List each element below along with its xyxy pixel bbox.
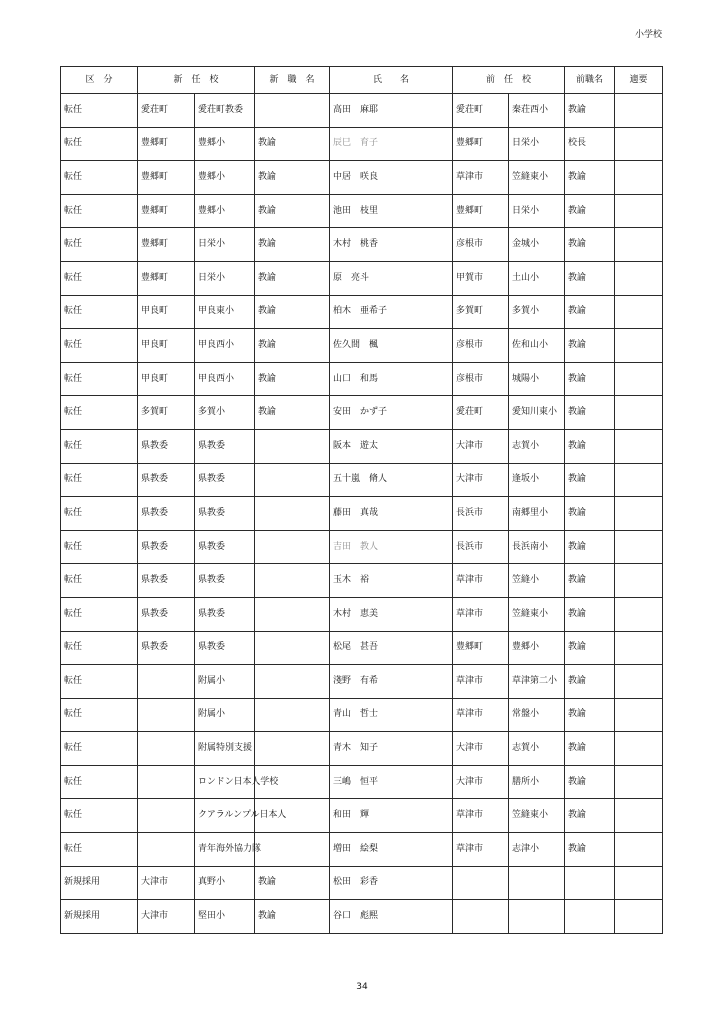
cell-new-area (138, 732, 195, 766)
cell-new-area (138, 698, 195, 732)
cell-prev-title: 教諭 (565, 564, 615, 598)
cell-kubun: 転任 (61, 497, 138, 531)
cell-kubun: 転任 (61, 463, 138, 497)
cell-new-title: 教諭 (255, 396, 330, 430)
table-row (61, 530, 663, 564)
cell-new-title: 教諭 (255, 261, 330, 295)
cell-prev-area: 彦根市 (453, 228, 509, 262)
header-prev-title: 前職名 (565, 67, 615, 94)
cell-kubun: 転任 (61, 564, 138, 598)
cell-kubun: 転任 (61, 530, 138, 564)
table-row (61, 127, 663, 161)
cell-new-school: 附属小 (195, 665, 255, 699)
cell-new-title (255, 530, 330, 564)
table-row (61, 228, 663, 262)
cell-new-area: 県教委 (138, 429, 195, 463)
cell-prev-school: 志賀小 (509, 429, 565, 463)
cell-prev-area: 長浜市 (453, 497, 509, 531)
cell-prev-title: 教諭 (565, 665, 615, 699)
cell-prev-area: 甲賀市 (453, 261, 509, 295)
cell-new-area: 大津市 (138, 866, 195, 900)
cell-prev-title (565, 900, 615, 934)
cell-prev-school: 金城小 (509, 228, 565, 262)
table-row (61, 94, 663, 128)
cell-kubun: 転任 (61, 799, 138, 833)
cell-note (615, 127, 663, 161)
cell-prev-school (509, 866, 565, 900)
cell-new-area: 豊郷町 (138, 127, 195, 161)
cell-new-title (255, 732, 330, 766)
cell-prev-area: 彦根市 (453, 329, 509, 363)
cell-prev-area: 彦根市 (453, 362, 509, 396)
cell-prev-area: 草津市 (453, 799, 509, 833)
cell-new-title: 教諭 (255, 866, 330, 900)
cell-new-title: 教諭 (255, 228, 330, 262)
cell-new-school: 県教委 (195, 530, 255, 564)
cell-kubun: 転任 (61, 127, 138, 161)
cell-name: 青木 知子 (330, 732, 453, 766)
cell-name: 木村 桃香 (330, 228, 453, 262)
cell-note (615, 261, 663, 295)
cell-prev-area: 豊郷町 (453, 127, 509, 161)
cell-prev-title: 教諭 (565, 463, 615, 497)
cell-prev-area: 大津市 (453, 429, 509, 463)
cell-new-area: 豊郷町 (138, 194, 195, 228)
cell-prev-area: 草津市 (453, 597, 509, 631)
cell-new-area (138, 799, 195, 833)
cell-note (615, 833, 663, 867)
cell-new-school: 多賀小 (195, 396, 255, 430)
cell-kubun: 転任 (61, 228, 138, 262)
cell-prev-title: 教諭 (565, 833, 615, 867)
header-note: 適要 (615, 67, 663, 94)
table-body (61, 94, 663, 934)
cell-prev-title: 教諭 (565, 429, 615, 463)
cell-new-area: 県教委 (138, 497, 195, 531)
cell-new-school: 豊郷小 (195, 161, 255, 195)
cell-prev-area: 長浜市 (453, 530, 509, 564)
cell-new-area: 県教委 (138, 564, 195, 598)
cell-new-school: ロンドン日本人学校 (195, 765, 255, 799)
table-row (61, 463, 663, 497)
cell-prev-school: 草津第二小 (509, 665, 565, 699)
table-row (61, 665, 663, 699)
cell-prev-school: 志津小 (509, 833, 565, 867)
cell-new-school: 県教委 (195, 429, 255, 463)
table-header (61, 67, 663, 94)
cell-new-area: 県教委 (138, 530, 195, 564)
cell-new-school: クアラルンプル日本人 (195, 799, 255, 833)
cell-new-title (255, 564, 330, 598)
cell-new-school: 青年海外協力隊 (195, 833, 255, 867)
cell-new-title (255, 665, 330, 699)
cell-name: 高田 麻耶 (330, 94, 453, 128)
cell-prev-title: 教諭 (565, 228, 615, 262)
table-row (61, 429, 663, 463)
cell-prev-school: 佐和山小 (509, 329, 565, 363)
header-prev-school: 前 任 校 (453, 67, 565, 94)
cell-prev-area: 草津市 (453, 833, 509, 867)
cell-prev-school: 笠縫東小 (509, 799, 565, 833)
table-row (61, 732, 663, 766)
cell-prev-area (453, 866, 509, 900)
cell-prev-school: 愛知川東小 (509, 396, 565, 430)
cell-prev-school: 土山小 (509, 261, 565, 295)
cell-new-title (255, 698, 330, 732)
cell-note (615, 396, 663, 430)
cell-name: 池田 枝里 (330, 194, 453, 228)
cell-new-title (255, 497, 330, 531)
cell-prev-title: 教諭 (565, 161, 615, 195)
cell-new-school: 甲良西小 (195, 362, 255, 396)
table-row (61, 900, 663, 934)
cell-new-area: 甲良町 (138, 329, 195, 363)
cell-prev-school: 日栄小 (509, 127, 565, 161)
cell-name: 柏木 亜希子 (330, 295, 453, 329)
cell-new-title: 教諭 (255, 329, 330, 363)
cell-note (615, 329, 663, 363)
cell-new-school: 県教委 (195, 631, 255, 665)
cell-note (615, 194, 663, 228)
cell-note (615, 799, 663, 833)
cell-prev-title: 教諭 (565, 631, 615, 665)
cell-new-school: 県教委 (195, 597, 255, 631)
cell-name: 松尾 甚吾 (330, 631, 453, 665)
cell-new-area: 県教委 (138, 463, 195, 497)
cell-prev-title: 校長 (565, 127, 615, 161)
cell-kubun: 転任 (61, 429, 138, 463)
cell-kubun: 転任 (61, 732, 138, 766)
cell-name: 淺野 有希 (330, 665, 453, 699)
cell-new-title: 教諭 (255, 900, 330, 934)
cell-prev-school: 長浜南小 (509, 530, 565, 564)
cell-note (615, 631, 663, 665)
cell-prev-school: 笠縫東小 (509, 597, 565, 631)
cell-name: 山口 和馬 (330, 362, 453, 396)
table-row (61, 329, 663, 363)
cell-note (615, 900, 663, 934)
cell-prev-area: 草津市 (453, 698, 509, 732)
cell-prev-title: 教諭 (565, 261, 615, 295)
cell-name: 増田 絵梨 (330, 833, 453, 867)
cell-prev-school: 秦荘西小 (509, 94, 565, 128)
cell-name: 三嶋 恒平 (330, 765, 453, 799)
cell-new-title: 教諭 (255, 194, 330, 228)
page-number: 34 (356, 982, 368, 992)
cell-new-school: 附属特別支援 (195, 732, 255, 766)
cell-prev-title: 教諭 (565, 530, 615, 564)
header-name: 氏 名 (330, 67, 453, 94)
cell-prev-title: 教諭 (565, 732, 615, 766)
cell-prev-title: 教諭 (565, 194, 615, 228)
cell-new-school: 県教委 (195, 564, 255, 598)
table-row (61, 631, 663, 665)
cell-prev-area: 大津市 (453, 463, 509, 497)
cell-prev-school: 笠縫小 (509, 564, 565, 598)
cell-prev-school: 日栄小 (509, 194, 565, 228)
cell-note (615, 362, 663, 396)
table-row (61, 866, 663, 900)
cell-prev-school: 豊郷小 (509, 631, 565, 665)
cell-prev-area: 草津市 (453, 564, 509, 598)
cell-prev-title: 教諭 (565, 295, 615, 329)
cell-name: 谷口 彪熙 (330, 900, 453, 934)
cell-note (615, 698, 663, 732)
cell-name: 玉木 裕 (330, 564, 453, 598)
cell-new-title (255, 631, 330, 665)
cell-new-area: 豊郷町 (138, 161, 195, 195)
cell-prev-area: 草津市 (453, 161, 509, 195)
cell-new-title: 教諭 (255, 161, 330, 195)
cell-prev-area (453, 900, 509, 934)
table-row (61, 194, 663, 228)
cell-name: 五十嵐 脩人 (330, 463, 453, 497)
cell-note (615, 463, 663, 497)
cell-prev-area: 草津市 (453, 665, 509, 699)
cell-name: 青山 哲士 (330, 698, 453, 732)
cell-new-area (138, 765, 195, 799)
cell-new-title (255, 463, 330, 497)
cell-new-area: 甲良町 (138, 362, 195, 396)
cell-name: 原 亮斗 (330, 261, 453, 295)
cell-prev-title: 教諭 (565, 94, 615, 128)
cell-new-school: 日栄小 (195, 261, 255, 295)
table-row (61, 833, 663, 867)
cell-prev-area: 愛荘町 (453, 396, 509, 430)
cell-note (615, 732, 663, 766)
cell-prev-title: 教諭 (565, 765, 615, 799)
cell-prev-title: 教諭 (565, 329, 615, 363)
cell-kubun: 転任 (61, 597, 138, 631)
table-row (61, 497, 663, 531)
cell-new-school: 附属小 (195, 698, 255, 732)
cell-name: 松田 彩香 (330, 866, 453, 900)
cell-prev-area: 豊郷町 (453, 194, 509, 228)
cell-new-school: 県教委 (195, 497, 255, 531)
table-row (61, 261, 663, 295)
personnel-table (60, 66, 663, 934)
cell-name: 木村 恵美 (330, 597, 453, 631)
header-row (61, 67, 663, 94)
cell-note (615, 295, 663, 329)
cell-new-area: 豊郷町 (138, 228, 195, 262)
cell-prev-school: 城陽小 (509, 362, 565, 396)
cell-new-area: 愛荘町 (138, 94, 195, 128)
cell-prev-school: 南郷里小 (509, 497, 565, 531)
cell-new-title: 教諭 (255, 295, 330, 329)
cell-new-school: 愛荘町教委 (195, 94, 255, 128)
table-row (61, 698, 663, 732)
cell-prev-title: 教諭 (565, 362, 615, 396)
cell-name: 阪本 遊太 (330, 429, 453, 463)
cell-new-school: 甲良西小 (195, 329, 255, 363)
cell-prev-school: 膳所小 (509, 765, 565, 799)
header-new-title: 新 職 名 (255, 67, 330, 94)
cell-new-school: 県教委 (195, 463, 255, 497)
cell-kubun: 転任 (61, 833, 138, 867)
cell-prev-area: 豊郷町 (453, 631, 509, 665)
cell-prev-title: 教諭 (565, 497, 615, 531)
table-row (61, 799, 663, 833)
cell-prev-title: 教諭 (565, 698, 615, 732)
table-row (61, 564, 663, 598)
cell-prev-title: 教諭 (565, 597, 615, 631)
cell-new-school: 堅田小 (195, 900, 255, 934)
cell-note (615, 161, 663, 195)
cell-new-title (255, 833, 330, 867)
cell-note (615, 94, 663, 128)
cell-prev-school: 逢坂小 (509, 463, 565, 497)
cell-prev-title: 教諭 (565, 396, 615, 430)
cell-prev-school: 志賀小 (509, 732, 565, 766)
cell-new-school: 真野小 (195, 866, 255, 900)
cell-note (615, 665, 663, 699)
cell-note (615, 765, 663, 799)
cell-note (615, 530, 663, 564)
cell-prev-area: 大津市 (453, 765, 509, 799)
cell-new-title: 教諭 (255, 362, 330, 396)
cell-note (615, 429, 663, 463)
cell-new-title (255, 597, 330, 631)
cell-prev-area: 多賀町 (453, 295, 509, 329)
cell-prev-school: 笠縫東小 (509, 161, 565, 195)
cell-prev-area: 愛荘町 (453, 94, 509, 128)
cell-kubun: 転任 (61, 94, 138, 128)
header-new-school: 新 任 校 (138, 67, 255, 94)
cell-note (615, 228, 663, 262)
cell-new-title (255, 94, 330, 128)
table-row (61, 597, 663, 631)
table-row (61, 362, 663, 396)
cell-new-area: 豊郷町 (138, 261, 195, 295)
cell-note (615, 866, 663, 900)
cell-name: 佐久間 楓 (330, 329, 453, 363)
cell-name: 藤田 真哉 (330, 497, 453, 531)
table-row (61, 295, 663, 329)
cell-new-title (255, 429, 330, 463)
cell-new-school: 日栄小 (195, 228, 255, 262)
header-kubun: 区 分 (61, 67, 138, 94)
cell-kubun: 転任 (61, 631, 138, 665)
cell-new-area: 県教委 (138, 597, 195, 631)
cell-new-area: 甲良町 (138, 295, 195, 329)
cell-name: 吉田 教人 (330, 530, 453, 564)
cell-prev-school: 常盤小 (509, 698, 565, 732)
cell-name: 安田 かず子 (330, 396, 453, 430)
cell-prev-title (565, 866, 615, 900)
table-row (61, 765, 663, 799)
table-row (61, 161, 663, 195)
cell-kubun: 転任 (61, 261, 138, 295)
cell-kubun: 転任 (61, 194, 138, 228)
cell-new-area: 多賀町 (138, 396, 195, 430)
cell-prev-title: 教諭 (565, 799, 615, 833)
cell-new-title: 教諭 (255, 127, 330, 161)
cell-kubun: 転任 (61, 295, 138, 329)
cell-kubun: 転任 (61, 396, 138, 430)
cell-kubun: 新規採用 (61, 866, 138, 900)
cell-kubun: 転任 (61, 765, 138, 799)
cell-new-area: 県教委 (138, 631, 195, 665)
cell-prev-school: 多賀小 (509, 295, 565, 329)
cell-prev-school (509, 900, 565, 934)
cell-name: 辰巳 育子 (330, 127, 453, 161)
table-row (61, 396, 663, 430)
cell-new-school: 甲良東小 (195, 295, 255, 329)
cell-note (615, 597, 663, 631)
cell-kubun: 転任 (61, 665, 138, 699)
cell-kubun: 転任 (61, 362, 138, 396)
document-label: 小学校 (634, 30, 662, 40)
cell-name: 和田 輝 (330, 799, 453, 833)
cell-prev-area: 大津市 (453, 732, 509, 766)
cell-kubun: 転任 (61, 161, 138, 195)
cell-new-area (138, 833, 195, 867)
cell-new-school: 豊郷小 (195, 127, 255, 161)
cell-name: 中居 咲良 (330, 161, 453, 195)
cell-kubun: 転任 (61, 329, 138, 363)
cell-new-area: 大津市 (138, 900, 195, 934)
cell-new-area (138, 665, 195, 699)
cell-new-school: 豊郷小 (195, 194, 255, 228)
cell-kubun: 転任 (61, 698, 138, 732)
cell-note (615, 497, 663, 531)
cell-kubun: 新規採用 (61, 900, 138, 934)
cell-note (615, 564, 663, 598)
